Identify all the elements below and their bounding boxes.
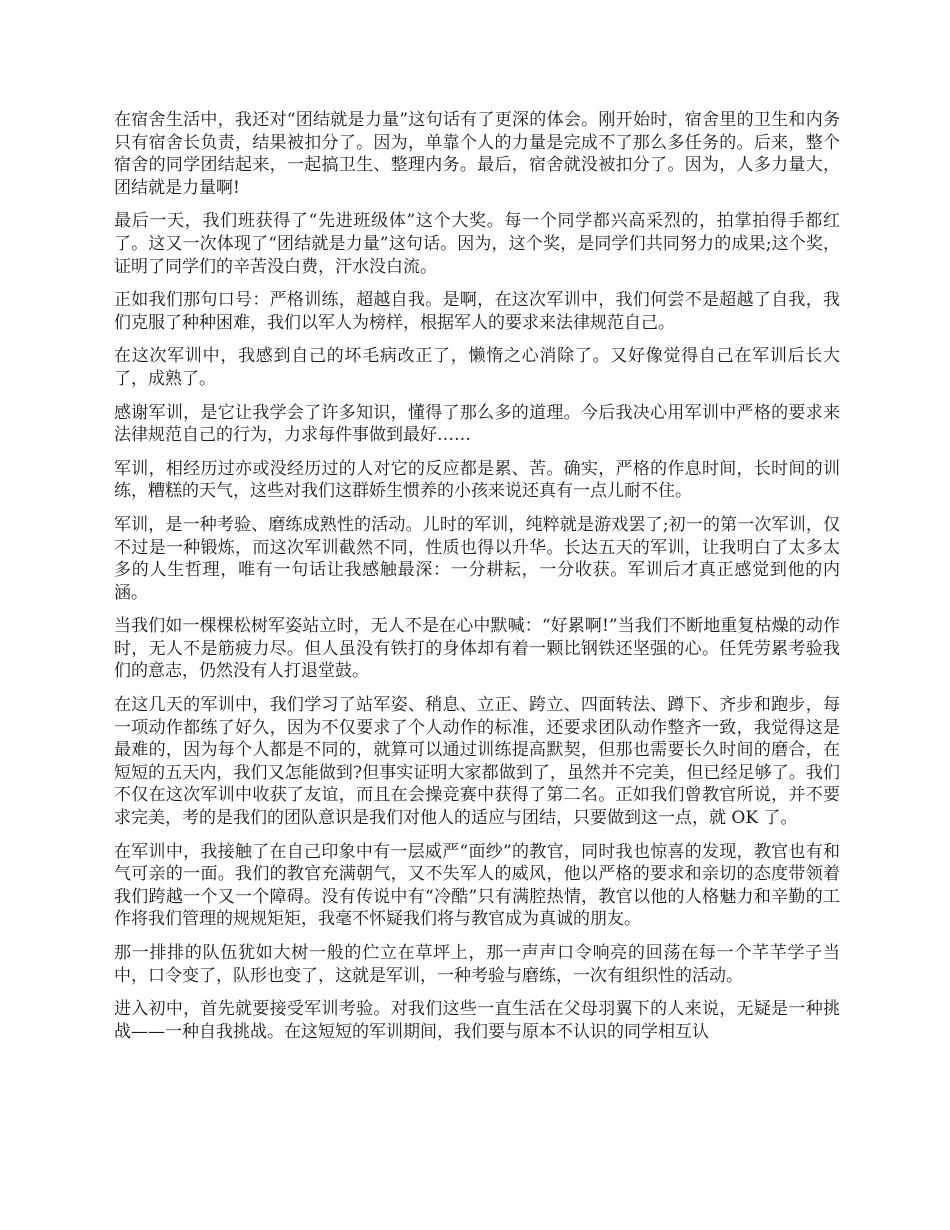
paragraph-5: 感谢军训，是它让我学会了许多知识，懂得了那么多的道理。今后我决心用军训中严格的要求来法律规范自己的行为，力求每件事做到最好……	[114, 402, 840, 446]
paragraph-7: 军训，是一种考验、磨练成熟性的活动。儿时的军训，纯粹就是游戏罢了;初一的第一次军训，仅不过是一种锻炼，而这次军训截然不同，性质也得以升华。长达五天的军训，让我明白了太多太多的人生哲理，唯有一句话让我感触最深：一分耕耘，一分收获。军训后才真正感觉到他的内涵。	[114, 514, 840, 603]
paragraph-6: 军训，相经历过亦或没经历过的人对它的反应都是累、苦。确实，严格的作息时间，长时间的训练，糟糕的天气，这些对我们这群娇生惯养的小孩来说还真有一点儿耐不住。	[114, 458, 840, 502]
paragraph-8: 当我们如一棵棵松树军姿站立时，无人不是在心中默喊：“好累啊!”当我们不断地重复枯燥的动作时，无人不是筋疲力尽。但人虽没有铁打的身体却有着一颗比钢铁还坚强的心。任凭劳累考验我们的意志，仍然没有人打退堂鼓。	[114, 616, 840, 682]
document-body	[114, 109, 840, 1054]
paragraph-10: 在军训中，我接触了在自己印象中有一层威严“面纱”的教官，同时我也惊喜的发现，教官也有和气可亲的一面。我们的教官充满朝气，又不失军人的威风，他以严格的要求和亲切的态度带领着我们跨越一个又一个障碍。没有传说中有“冷酷”只有满腔热情，教官以他的人格魅力和辛勤的工作将我们管理的规规矩矩，我毫不怀疑我们将与教官成为真诚的朋友。	[114, 841, 840, 930]
paragraph-9: 在这几天的军训中，我们学习了站军姿、稍息、立正、跨立、四面转法、蹲下、齐步和跑步，每一项动作都练了好久，因为不仅要求了个人动作的标准，还要求团队动作整齐一致，我觉得这是最难的，因为每个人都是不同的，就算可以通过训练提高默契，但那也需要长久时间的磨合，在短短的五天内，我们又怎能做到?但事实证明大家都做到了，虽然并不完美，但已经足够了。我们不仅在这次军训中收获了友谊，而且在会操竞赛中获得了第二名。正如我们曾教官所说，并不要求完美，考的是我们的团队意识是我们对他人的适应与团结，只要做到这一点，就 OK 了。	[114, 695, 840, 829]
paragraph-11: 那一排排的队伍犹如大树一般的伫立在草坪上，那一声声口令响亮的回荡在每一个芊芊学子当中，口令变了，队形也变了，这就是军训，一种考验与磨练，一次有组织性的活动。	[114, 943, 840, 986]
paragraph-12: 进入初中，首先就要接受军训考验。对我们这些一直生活在父母羽翼下的人来说，无疑是一种挑战——一种自我挑战。在这短短的军训期间，我们要与原本不认识的同学相互认	[114, 999, 840, 1042]
paragraph-3: 正如我们那句口号：严格训练，超越自我。是啊，在这次军训中，我们何尝不是超越了自我，我们克服了种种困难，我们以军人为榜样，根据军人的要求来法律规范自己。	[114, 290, 840, 333]
paragraph-4: 在这次军训中，我感到自己的坏毛病改正了，懒惰之心消除了。又好像觉得自己在军训后长大了，成熟了。	[114, 346, 840, 389]
paragraph-1: 在宿舍生活中，我还对“团结就是力量”这句话有了更深的体会。刚开始时，宿舍里的卫生和内务只有宿舍长负责，结果被扣分了。因为，单靠个人的力量是完成不了那么多任务的。后来，整个宿舍的同学团结起来，一起搞卫生、整理内务。最后，宿舍就没被扣分了。因为，人多力量大，团结就是力量啊!	[114, 110, 840, 198]
paragraph-2: 最后一天，我们班获得了“先进班级体”这个大奖。每一个同学都兴高采烈的，拍掌拍得手都红了。这又一次体现了“团结就是力量”这句话。因为，这个奖，是同学们共同努力的成果;这个奖，证明了同学们的辛苦没白费，汗水没白流。	[114, 211, 840, 277]
